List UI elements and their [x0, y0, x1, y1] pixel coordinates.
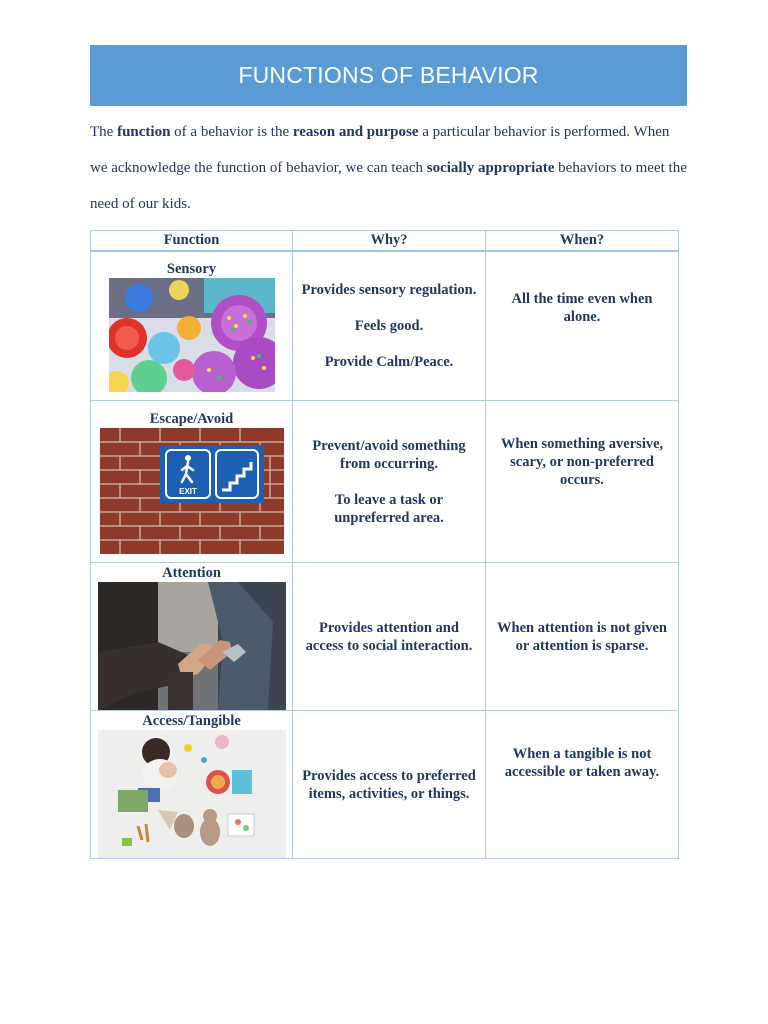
intro-text: The [90, 124, 118, 140]
table-header-row [91, 231, 679, 251]
why-cell [293, 251, 486, 401]
function-label: Attention [162, 565, 221, 581]
when-cell [486, 401, 679, 563]
header-when: When? [486, 231, 679, 251]
why-text: Provides attention and access to social interaction. [305, 619, 473, 654]
function-label: Sensory [166, 261, 217, 278]
why-cell [293, 563, 486, 711]
page-title: FUNCTIONS OF BEHAVIOR [238, 62, 539, 88]
table-row [91, 401, 679, 563]
functions-table [90, 230, 679, 859]
function-label: Access/Tangible [142, 713, 241, 729]
table-row [91, 251, 679, 401]
why-text: Provide Calm/Peace. [324, 353, 454, 370]
when-cell [486, 563, 679, 711]
header-function: Function [91, 231, 293, 251]
when-cell [486, 711, 679, 859]
why-text: To leave a task or unpreferred area. [334, 491, 444, 526]
intro-bold-social: socially appropriate [426, 160, 555, 176]
why-text: Provides sensory regulation. [301, 281, 477, 298]
when-text: When something aversive, scary, or non-preferred occurs. [500, 436, 664, 488]
when-cell [486, 251, 679, 401]
function-cell [91, 711, 293, 859]
table-row [91, 711, 679, 859]
why-text: Feels good. [354, 317, 424, 334]
function-cell [91, 251, 293, 401]
why-cell [293, 401, 486, 563]
intro-text: a particular behavior is performed. When we acknowledge the function of behavior, we can teach [90, 124, 670, 176]
child-with-toys-image [98, 730, 286, 858]
intro-bold-function: function [117, 124, 171, 140]
table-row [91, 563, 679, 711]
intro-paragraph [90, 114, 690, 222]
why-cell [293, 711, 486, 859]
when-text: When a tangible is not accessible or taken away. [504, 746, 660, 780]
exit-sign-image [100, 428, 284, 554]
high-five-image [98, 582, 286, 710]
intro-bold-reason: reason and purpose [292, 124, 419, 140]
intro-text: behaviors to meet the need of our kids. [90, 160, 687, 212]
when-text: All the time even when alone. [511, 290, 653, 325]
why-text: Prevent/avoid something from occurring. [312, 437, 466, 472]
why-text: Provides access to preferred items, activities, or things. [302, 767, 476, 802]
when-text: When attention is not given or attention is sparse. [497, 619, 667, 654]
title-banner [90, 45, 687, 106]
sensory-toys-image [109, 278, 275, 392]
exit-sign-text: EXIT [178, 487, 197, 496]
function-cell [91, 401, 293, 563]
function-label: Escape/Avoid [149, 411, 234, 427]
function-cell [91, 563, 293, 711]
header-why: Why? [293, 231, 486, 251]
intro-text: of a behavior is the [170, 124, 293, 140]
